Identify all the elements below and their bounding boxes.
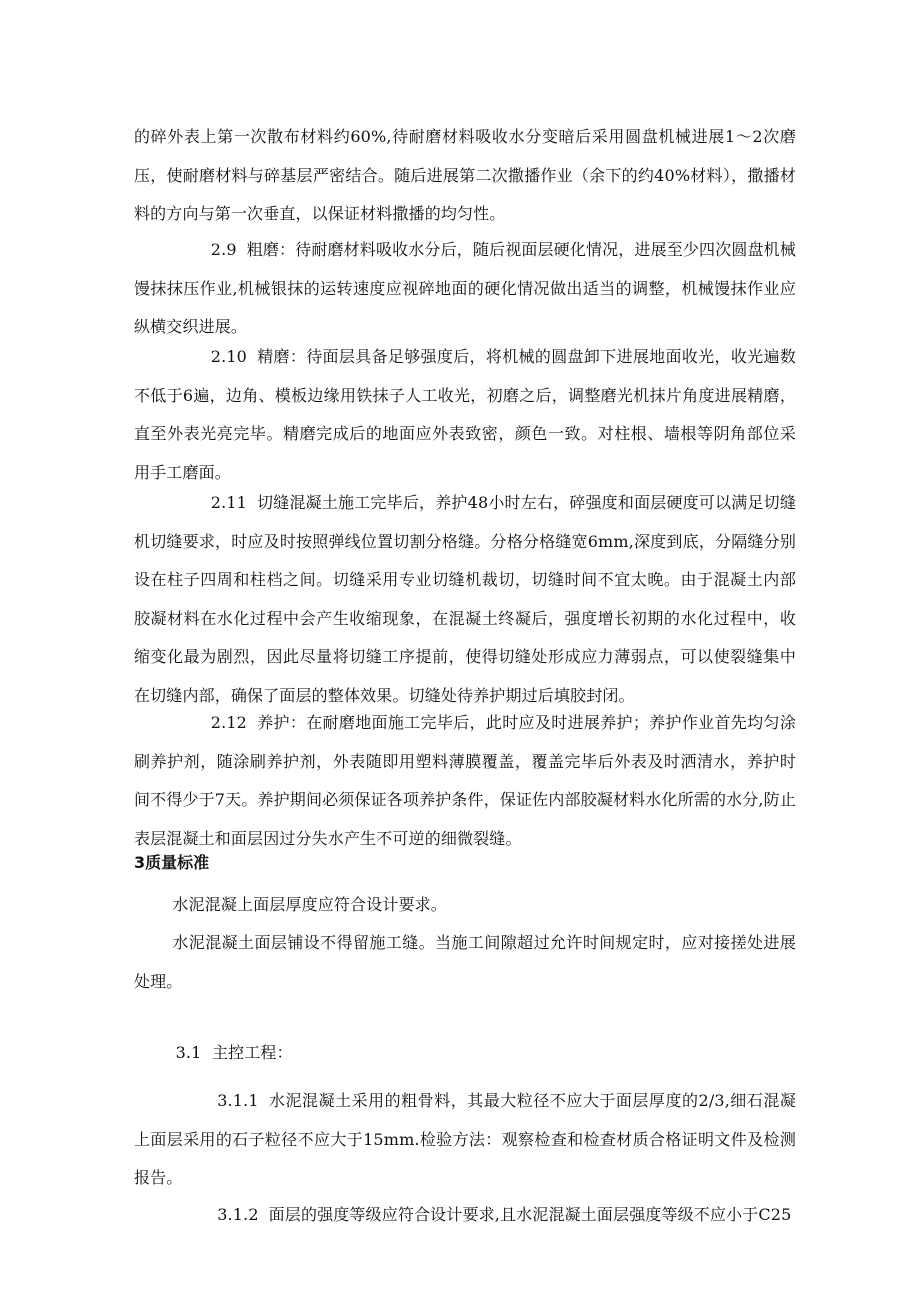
item-text: 精磨：待面层具备足够强度后，将机械的圆盘卸下进展地面收光，收光遍数不低于6遍，边角、模板边缘用铁抹子人工收光，初磨之后，调整磨光机抹片角度进展精磨，直至外表光亮完毕。精磨完成后的地面应外表致密，颜色一致。对柱根、墙根等阴角部位采用手工磨面。: [134, 347, 796, 482]
item-text: 水泥混凝土采用的粗骨料，其最大粒径不应大于面层厚度的2/3,细石混凝上面层采用的石子粒径不应大于15mm.检验方法：观察检查和检查材质合格证明文件及检测报告。: [134, 1091, 796, 1188]
paragraph-item-2-12: [134, 704, 796, 858]
paragraph-item-2-9: [134, 231, 796, 347]
subsection-heading: 3.1 主控工程：: [175, 1043, 293, 1062]
item-number: 2.11: [210, 493, 248, 512]
paragraph-item-3-1-1: [134, 1082, 796, 1198]
paragraph-item-3-1-2: [134, 1196, 796, 1235]
section-heading: 3质量标准: [134, 853, 210, 872]
item-number: 2.9: [210, 240, 237, 259]
item-text: 粗磨：待耐磨材料吸收水分后，随后视面层硬化情况，进展至少四次圆盘机械馒抹抹压作业,机械银抹的运转速度应视碎地面的硬化情况做出适当的调整，机械馒抹作业应纵横交织进展。: [134, 240, 796, 337]
item-text: 养护：在耐磨地面施工完毕后，此时应及时进展养护；养护作业首先均匀涂刷养护剂，随涂刷养护剂，外表随即用塑料薄膜覆盖，覆盖完毕后外表及时洒清水，养护时间不得少于7天。养护期间必须保证各项养护条件，保证佐内部胶凝材料水化所需的水分,防止表层混凝土和面层因过分失水产生不可逆的细微裂缝。: [134, 713, 796, 848]
item-number: 3.1.2: [217, 1205, 259, 1224]
paragraph-section-1: 水泥混凝上面层厚度应符合设计要求。: [172, 895, 447, 914]
paragraph-item-2-10: [134, 338, 796, 492]
item-number: 2.10: [210, 347, 248, 366]
item-text: 切缝混凝土施工完毕后，养护48小时左右，碎强度和面层硬度可以满足切缝机切缝要求，时应及时按照弹线位置切割分格缝。分格分格缝宽6mm,深度到底，分隔缝分别设在柱子四周和柱档之间。切缝采用专业切缝机裁切，切缝时间不宜太晚。由于混凝土内部胶凝材料在水化过程中会产生收缩现象，在混凝土终凝后，强度增长初期的水化过程中，收缩变化最为剧烈，因此尽量将切缝工序提前，使得切缝处形成应力薄弱点，可以使裂缝集中在切缝内部，确保了面层的整体效果。切缝处待养护期过后填胶封闭。: [134, 493, 796, 705]
item-number: 3.1.1: [217, 1091, 259, 1110]
item-number: 2.12: [210, 713, 248, 732]
paragraph-item-2-11: [134, 484, 796, 716]
paragraph-section-2: 水泥混凝土面层铺设不得留施工缝。当施工间隙超过允许时间规定时，应对接搓处进展处理。: [134, 933, 796, 991]
item-text: 面层的强度等级应符合设计要求,且水泥混凝土面层强度等级不应小于C25: [268, 1205, 792, 1224]
paragraph-continuation: 的碎外表上第一次散布材料约60%,待耐磨材料吸收水分变暗后采用圆盘机械进展1～2次磨压，使耐磨材料与碎基层严密结合。随后进展第二次撒播作业（余下的约40%材料），撒播材料的方向与第一次垂直，以保证材料撒播的均匀性。: [134, 127, 796, 224]
